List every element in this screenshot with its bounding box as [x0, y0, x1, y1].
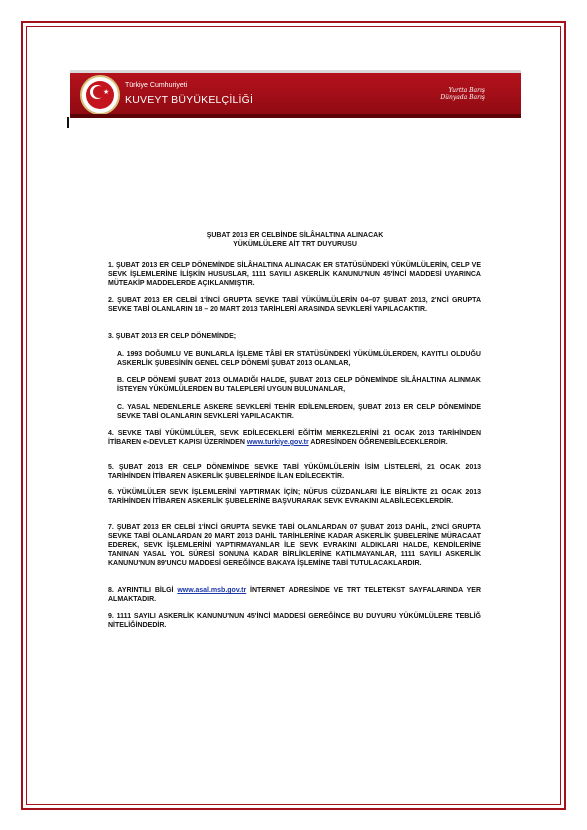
paragraph-4-text-end: ADRESİNDEN ÖĞRENEBİLECEKLERDİR. [308, 438, 448, 446]
motto-line-2: Dünyada Barış [440, 94, 485, 101]
document-title [80, 231, 510, 249]
institution-name: Türkiye Cumhuriyeti [125, 82, 188, 89]
embassy-seal-icon: ★ [80, 75, 120, 115]
paragraph-8-text: 8. AYRINTILI BİLGİ [108, 587, 178, 594]
paragraph-8-text-end: İNTERNET ADRESİNDE VE TRT TELETEKST SAYFALARINDA YER ALMAKTADIR. [108, 587, 482, 603]
paragraph-1: 1. ŞUBAT 2013 ER CELP DÖNEMİNDE SİLÂHALTINA ALINACAK ER STATÜSÜNDEKİ YÜKÜMLÜLERİN, CELP VE SEVK İŞLEMLERİNE İLİŞKİN HUSUSLAR, 1111 SAYILI ASKERLİK KANUNU'NUN 45'İNCİ MADDESİ UYARINCA MÜTEAKİP MADDELERDE AÇIKLANMIŞTIR. [108, 262, 481, 287]
paragraph-5: 5. ŞUBAT 2013 ER CELP DÖNEMİNDE SEVKE TABİ YÜKÜMLÜLERİN İSİM LİSTELERİ, 21 OCAK 2013 TARİHİNDEN İTİBAREN ASKERLİK ŞUBELERİNDE İLAN EDİLECEKTİR. [108, 464, 481, 480]
embassy-header-banner [70, 70, 521, 118]
paragraph-6: 6. YÜKÜMLÜLER SEVK İŞLEMLERİNİ YAPTIRMAK İÇİN; NÜFUS CÜZDANLARI İLE BİRLİKTE 21 OCAK 2013 TARİHİNDEN İTİBAREN ASKERLİK ŞUBELERİNE BAŞVURARAK SEVK EVRAKINI ALABİLECEKLERDİR. [108, 489, 481, 505]
paragraph-3c: C. YASAL NEDENLERLE ASKERE SEVKLERİ TEHİR EDİLENLERDEN, ŞUBAT 2013 ER CELP DÖNEMİNDE SEVKE TABİ OLANLARIN SEVKLERİ YAPILACAKTIR. [117, 404, 481, 420]
motto [425, 87, 485, 101]
paragraph-4 [108, 430, 481, 448]
asal-msb-link[interactable]: www.asal.msb.gov.tr [177, 587, 247, 594]
title-line-1: ŞUBAT 2013 ER CELBİNDE SİLÂHALTINA ALINACAK [206, 232, 384, 239]
paragraph-2: 2. ŞUBAT 2013 ER CELBİ 1'İNCİ GRUPTA SEVKE TABİ YÜKÜMLÜLERİN 04–07 ŞUBAT 2013, 2'NCİ GRUPTA SEVKE TABİ OLANLARIN 18 – 20 MART 2013 TARİHLERİ ARASINDA SEVKLERİ YAPILACAKTIR. [108, 297, 481, 313]
banner-stripe [70, 114, 521, 118]
embassy-name: KUVEYT BÜYÜKELÇİLİĞİ [125, 94, 254, 106]
paragraph-4-text: 4. SEVKE TABİ YÜKÜMLÜLER, SEVK EDİLECEKLERİ EĞİTİM MERKEZLERİNİ 21 OCAK 2013 TARİHİNDEN İTİBAREN e-DEVLET KAPISI ÜZERİNDEN [108, 430, 481, 446]
paragraph-3b: B. CELP DÖNEMİ ŞUBAT 2013 OLMADIĞI HALDE, ŞUBAT 2013 CELP DÖNEMİNDE SİLÂHALTINA ALINMAK İSTEYEN YÜKÜMLÜLERDEN BU TALEPLERİ UYGUN BULUNANLAR, [117, 377, 481, 393]
paragraph-8 [108, 587, 481, 605]
paragraph-3a: A. 1993 DOĞUMLU VE BUNLARLA İŞLEME TÂBİ ER STATÜSÜNDEKİ YÜKÜMLÜLERDEN, KAYITLI OLDUĞU ASKERLİK ŞUBESİNİN GENEL CELP DÖNEMİ ŞUBAT 2013 OLANLAR, [117, 351, 481, 367]
paragraph-7: 7. ŞUBAT 2013 ER CELBİ 1'İNCİ GRUPTA SEVKE TABİ OLANLARDAN 07 ŞUBAT 2013 DAHİL, 2'NCİ GRUPTA SEVKE TABİ OLANLARDAN 20 MART 2013 DAHİL TARİHLERİNE KADAR ASKERLİK ŞUBELERİNE MÜRACAAT EDEREK, SEVK İŞLEMLERİNİ YAPTIRMAYANLAR İLE SEVK EVRAKINI ALDIKLARI HALDE, KENDİLERİNE TANINAN YASAL YOL SÜRESİ SONUNA KADAR BİRLİKLERİNE KATILMAYANLAR, 1111 SAYILI ASKERLİK KANUNU'NUN 89'UNCU MADDESİ GEREĞİNCE BAKAYA İŞLEMİNE TABİ TUTULACAKLARDIR. [108, 524, 481, 567]
title-line-2: YÜKÜMLÜLERE AİT TRT DUYURUSU [233, 241, 357, 248]
paragraph-9: 9. 1111 SAYILI ASKERLİK KANUNU'NUN 45'İNCİ MADDESİ GEREĞİNCE BU DUYURU YÜKÜMLÜLERE TEBLİĞ NİTELİĞİNDEDİR. [108, 613, 481, 629]
motto-line-1: Yurtta Barış [448, 87, 485, 94]
text-cursor [67, 117, 69, 128]
paragraph-3: 3. ŞUBAT 2013 ER CELP DÖNEMİNDE; [108, 333, 237, 340]
turkiye-gov-link[interactable]: www.turkiye.gov.tr [246, 438, 309, 446]
